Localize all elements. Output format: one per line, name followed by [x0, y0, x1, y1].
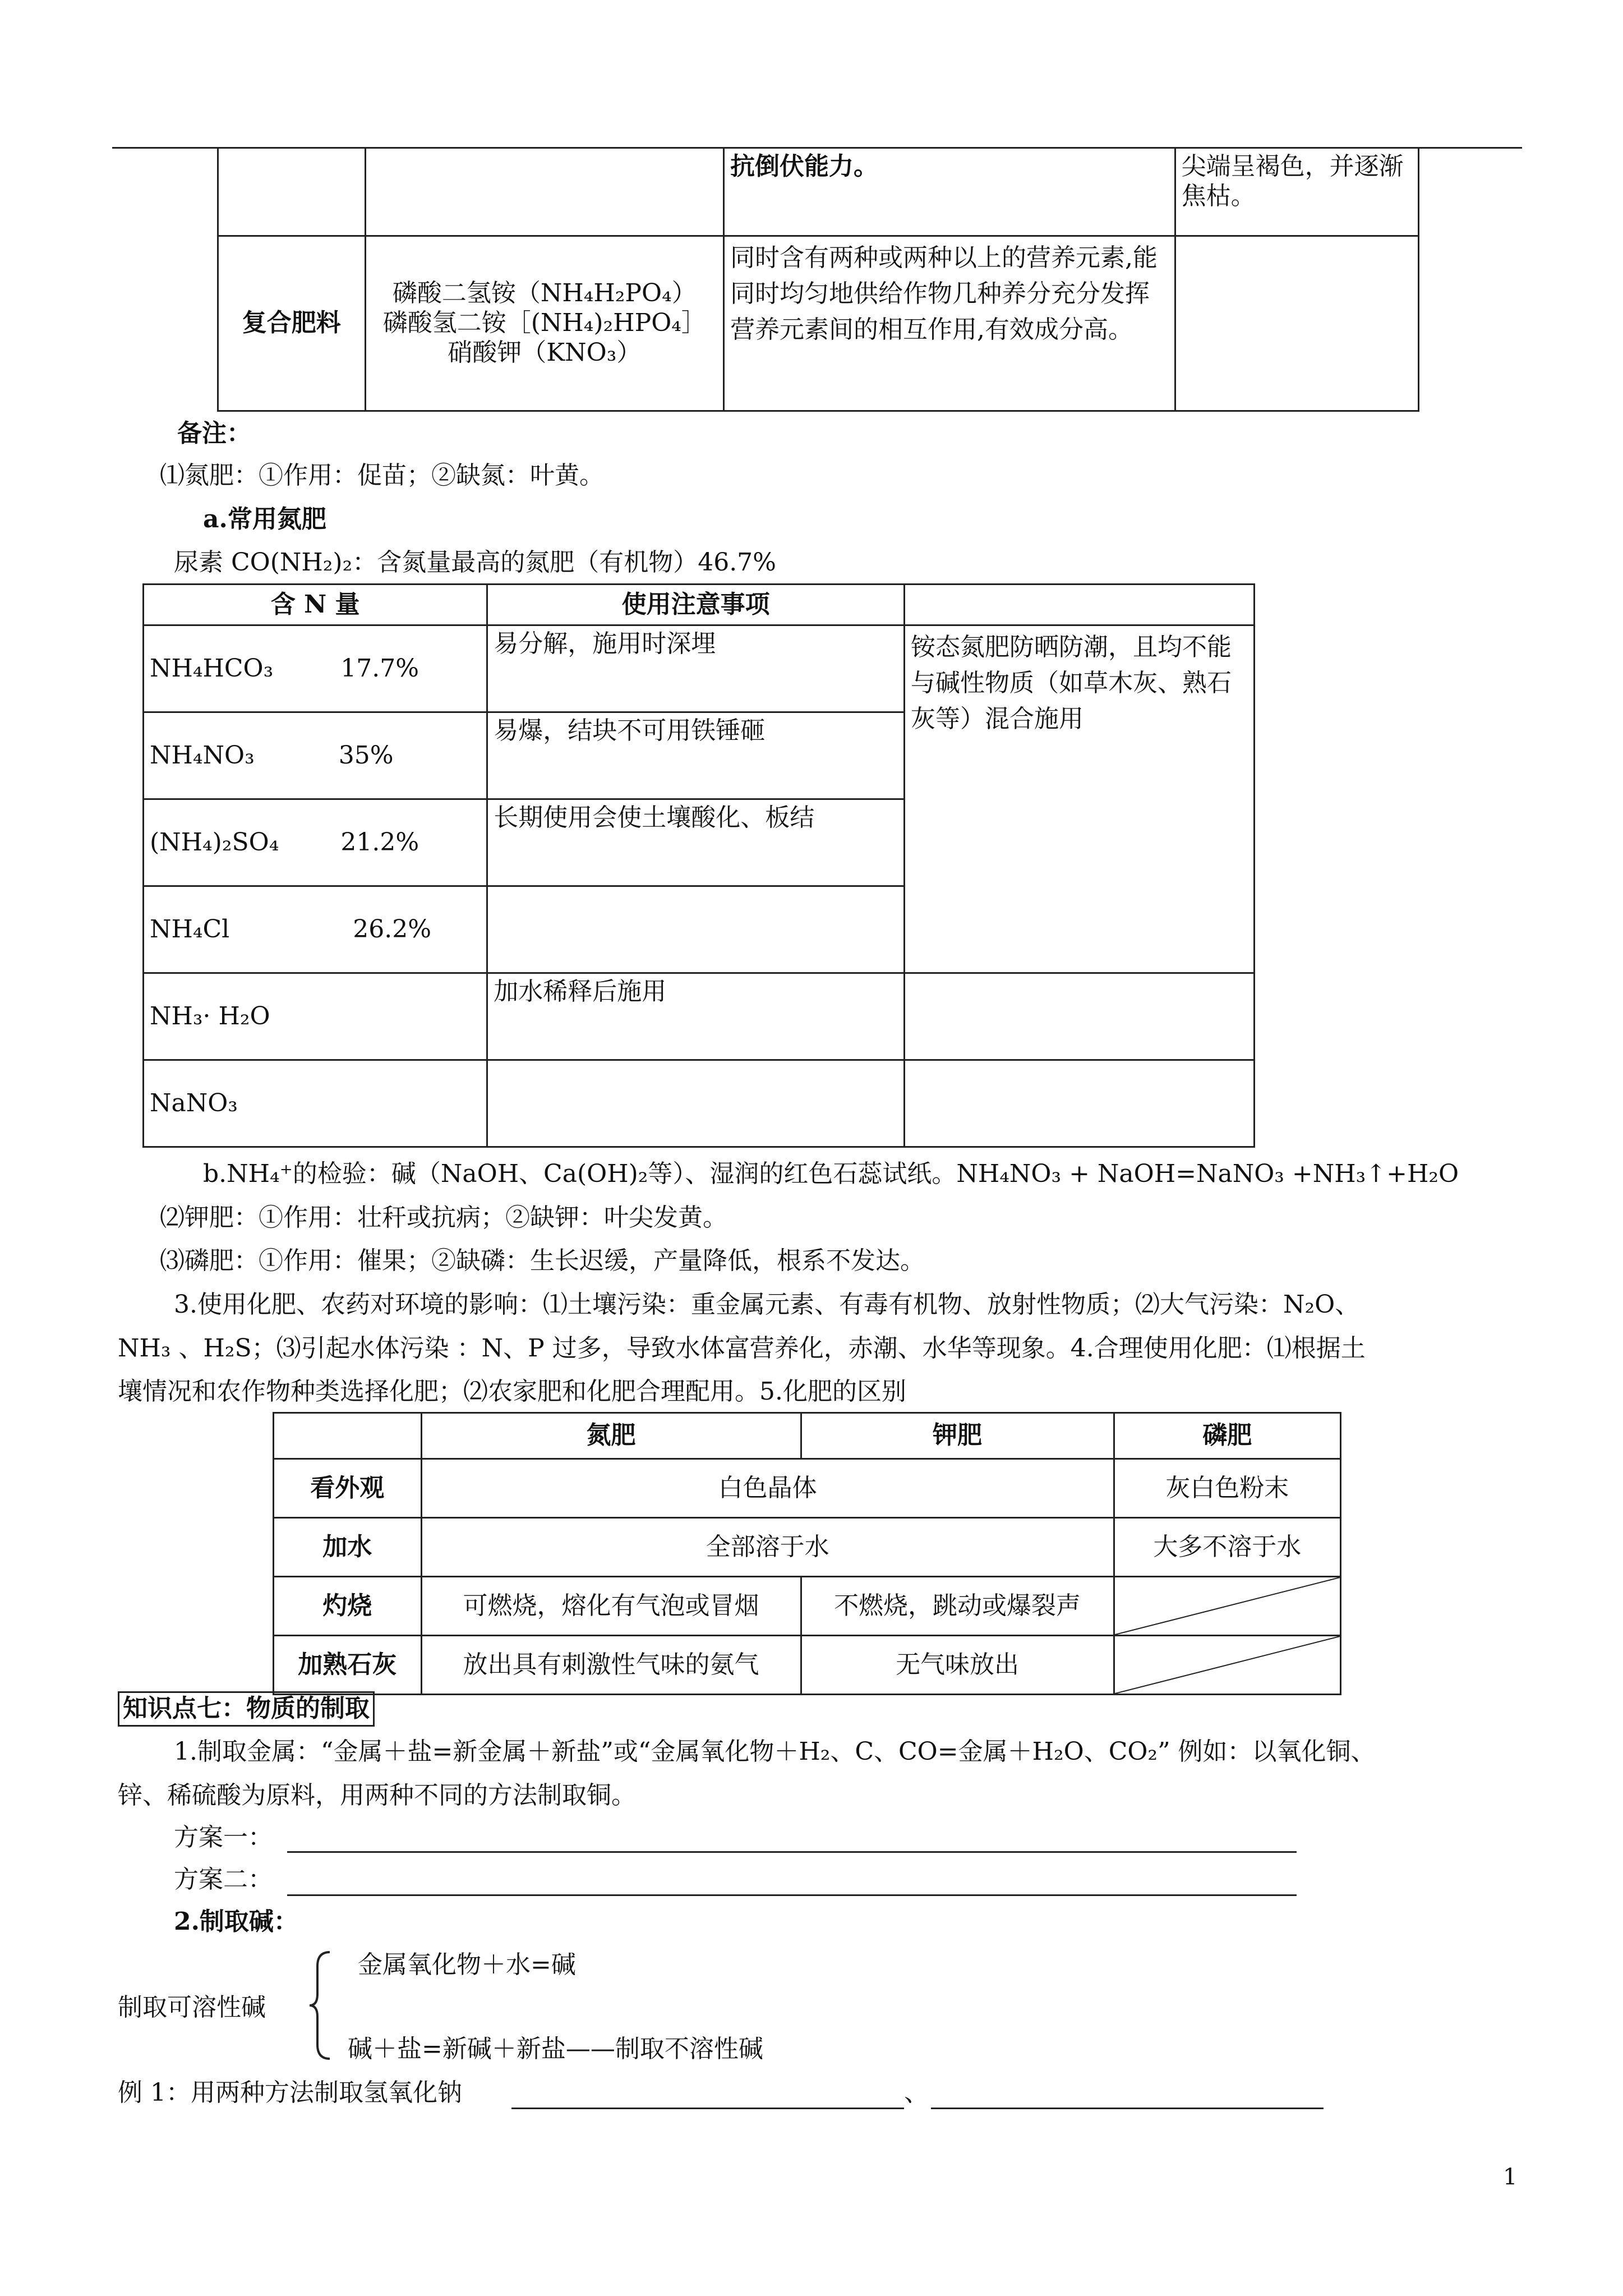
note-cell — [487, 886, 905, 973]
cell: 不燃烧，跳动或爆裂声 — [801, 1577, 1114, 1636]
base-preparation-heading: 2.制取碱： — [174, 1907, 298, 1936]
line: 硝酸钾（KNO₃） — [448, 338, 642, 367]
plan-two-blank[interactable] — [287, 1894, 1297, 1896]
cell — [365, 148, 723, 236]
metal-preparation-line-2: 锌、稀硫酸为原料，用两种不同的方法制取铜。 — [118, 1781, 636, 1810]
header-cell — [274, 1413, 422, 1459]
formula: (NH₄)₂SO₄ — [150, 827, 279, 857]
note-cell: 长期使用会使土壤酸化、板结 — [487, 799, 905, 886]
note-cell: 加水稀释后施用 — [487, 973, 905, 1060]
formula: NH₃· H₂O — [150, 1001, 270, 1030]
note-cell: 易分解，施用时深埋 — [487, 625, 905, 712]
cell: 同时含有两种或两种以上的营养元素,能同时均匀地供给作物几种养分充分发挥营养元素间的相互作用,有效成分高。 — [724, 236, 1175, 411]
row-label: 灼烧 — [274, 1577, 422, 1636]
notes-heading: 备注： — [177, 419, 251, 448]
formula: NH₄NO₃ — [150, 740, 255, 770]
brace-bottom-line: 碱＋盐=新碱＋新盐——制取不溶性碱 — [348, 2035, 763, 2063]
percentage: 35% — [338, 740, 394, 770]
plan-two-label: 方案二： — [174, 1865, 273, 1894]
cell: 大多不溶于水 — [1114, 1518, 1340, 1577]
note-nitrogen-a: a.常用氮肥 — [203, 505, 326, 533]
ammonium-test-line: b.NH₄⁺的检验：碱（NaOH、Ca(OH)₂等）、湿润的红色石蕊试纸。NH₄NO₃ + NaOH=NaNO₃ +NH₃↑+H₂O — [203, 1159, 1459, 1188]
note-nitrogen: ⑴氮肥：①作用：促苗；②缺氮：叶黄。 — [160, 461, 604, 490]
brace-top-line: 金属氧化物＋水=碱 — [358, 1950, 576, 1979]
formula-cell — [144, 712, 487, 799]
potassium-note: ⑵钾肥：①作用：壮秆或抗病；②缺钾：叶尖发黄。 — [160, 1203, 727, 1232]
percentage: 21.2% — [340, 827, 419, 857]
diagonal-cell — [1114, 1577, 1340, 1636]
line: 磷酸二氢铵（NH₄H₂PO₄） — [392, 279, 697, 308]
header-cell: 氮肥 — [421, 1413, 801, 1459]
formula: NH₄Cl — [150, 914, 230, 944]
row-label: 加熟石灰 — [274, 1636, 422, 1695]
header-cell: 使用注意事项 — [487, 585, 905, 625]
cell: 尖端呈褐色，并逐渐焦枯。 — [1175, 148, 1418, 236]
cell — [1175, 236, 1418, 411]
environment-line-2: NH₃ 、H₂S；⑶引起水体污染 ：N、P 过多，导致水体富营养化，赤潮、水华等现象。4.合理使用化肥：⑴根据土 — [118, 1334, 1366, 1363]
environment-line-1: 3.使用化肥、农药对环境的影响：⑴土壤污染：重金属元素、有毒有机物、放射性物质；⑵大气污染：N₂O、 — [174, 1290, 1360, 1319]
brace-label: 制取可溶性碱 — [118, 1993, 266, 2022]
note-cell: 易爆，结块不可用铁锤砸 — [487, 712, 905, 799]
cell: 放出具有刺激性气味的氨气 — [421, 1636, 801, 1695]
metal-preparation-line-1: 1.制取金属：“金属＋盐=新金属＋新盐”或“金属氧化物＋H₂、C、CO=金属＋H₂O、CO₂” 例如：以氧化铜、 — [174, 1737, 1376, 1766]
example-blank-1[interactable] — [511, 2108, 904, 2109]
formula: NaNO₃ — [150, 1088, 238, 1117]
row-label: 加水 — [274, 1518, 422, 1577]
formula-cell — [144, 886, 487, 973]
percentage: 17.7% — [340, 654, 419, 683]
formula: NH₄HCO₃ — [150, 654, 274, 683]
top-table — [217, 147, 1419, 412]
section-title-boxed: 知识点七：物质的制取 — [118, 1691, 375, 1727]
formula-cell — [144, 799, 487, 886]
formula-cell — [144, 1060, 487, 1147]
nitrogen-table — [142, 583, 1255, 1148]
empty-cell — [905, 973, 1255, 1060]
cell: 灰白色粉末 — [1114, 1459, 1340, 1518]
header-cell: 磷肥 — [1114, 1413, 1340, 1459]
page-number: 1 — [1503, 2164, 1518, 2190]
cell-compound-examples — [365, 236, 723, 411]
note-cell — [487, 1060, 905, 1147]
formula-cell — [144, 625, 487, 712]
cell: 全部溶于水 — [421, 1518, 1114, 1577]
left-brace-icon — [307, 1949, 335, 2062]
example-1: 例 1：用两种方法制取氢氧化钠 — [118, 2078, 462, 2107]
header-cell: 钾肥 — [801, 1413, 1114, 1459]
header-cell — [905, 585, 1255, 625]
environment-line-3: 壤情况和农作物种类选择化肥；⑵农家肥和化肥合理配用。5.化肥的区别 — [118, 1377, 906, 1406]
fertilizer-distinction-table — [273, 1412, 1341, 1695]
plan-one-blank[interactable] — [287, 1851, 1297, 1853]
separator: 、 — [904, 2078, 929, 2107]
row-label: 看外观 — [274, 1459, 422, 1518]
cell — [218, 148, 366, 236]
phosphorus-note: ⑶磷肥：①作用：催果；②缺磷：生长迟缓，产量降低，根系不发达。 — [160, 1246, 925, 1275]
diagonal-cell — [1114, 1636, 1340, 1695]
cell: 白色晶体 — [421, 1459, 1114, 1518]
empty-cell — [905, 1060, 1255, 1147]
formula-cell — [144, 973, 487, 1060]
merged-note-cell: 铵态氮肥防晒防潮，且均不能与碱性物质（如草木灰、熟石灰等）混合施用 — [905, 625, 1255, 973]
example-blank-2[interactable] — [931, 2108, 1324, 2109]
cell-compound-fertilizer: 复合肥料 — [218, 236, 366, 411]
cell: 可燃烧，熔化有气泡或冒烟 — [421, 1577, 801, 1636]
cell: 无气味放出 — [801, 1636, 1114, 1695]
header-cell: 含 N 量 — [144, 585, 487, 625]
line: 磷酸氢二铵［(NH₄)₂HPO₄］ — [382, 309, 706, 338]
plan-one-label: 方案一： — [174, 1823, 273, 1852]
percentage: 26.2% — [353, 914, 432, 944]
note-urea: 尿素 CO(NH₂)₂：含氮量最高的氮肥（有机物）46.7% — [174, 548, 776, 577]
cell: 抗倒伏能力。 — [724, 148, 1175, 236]
